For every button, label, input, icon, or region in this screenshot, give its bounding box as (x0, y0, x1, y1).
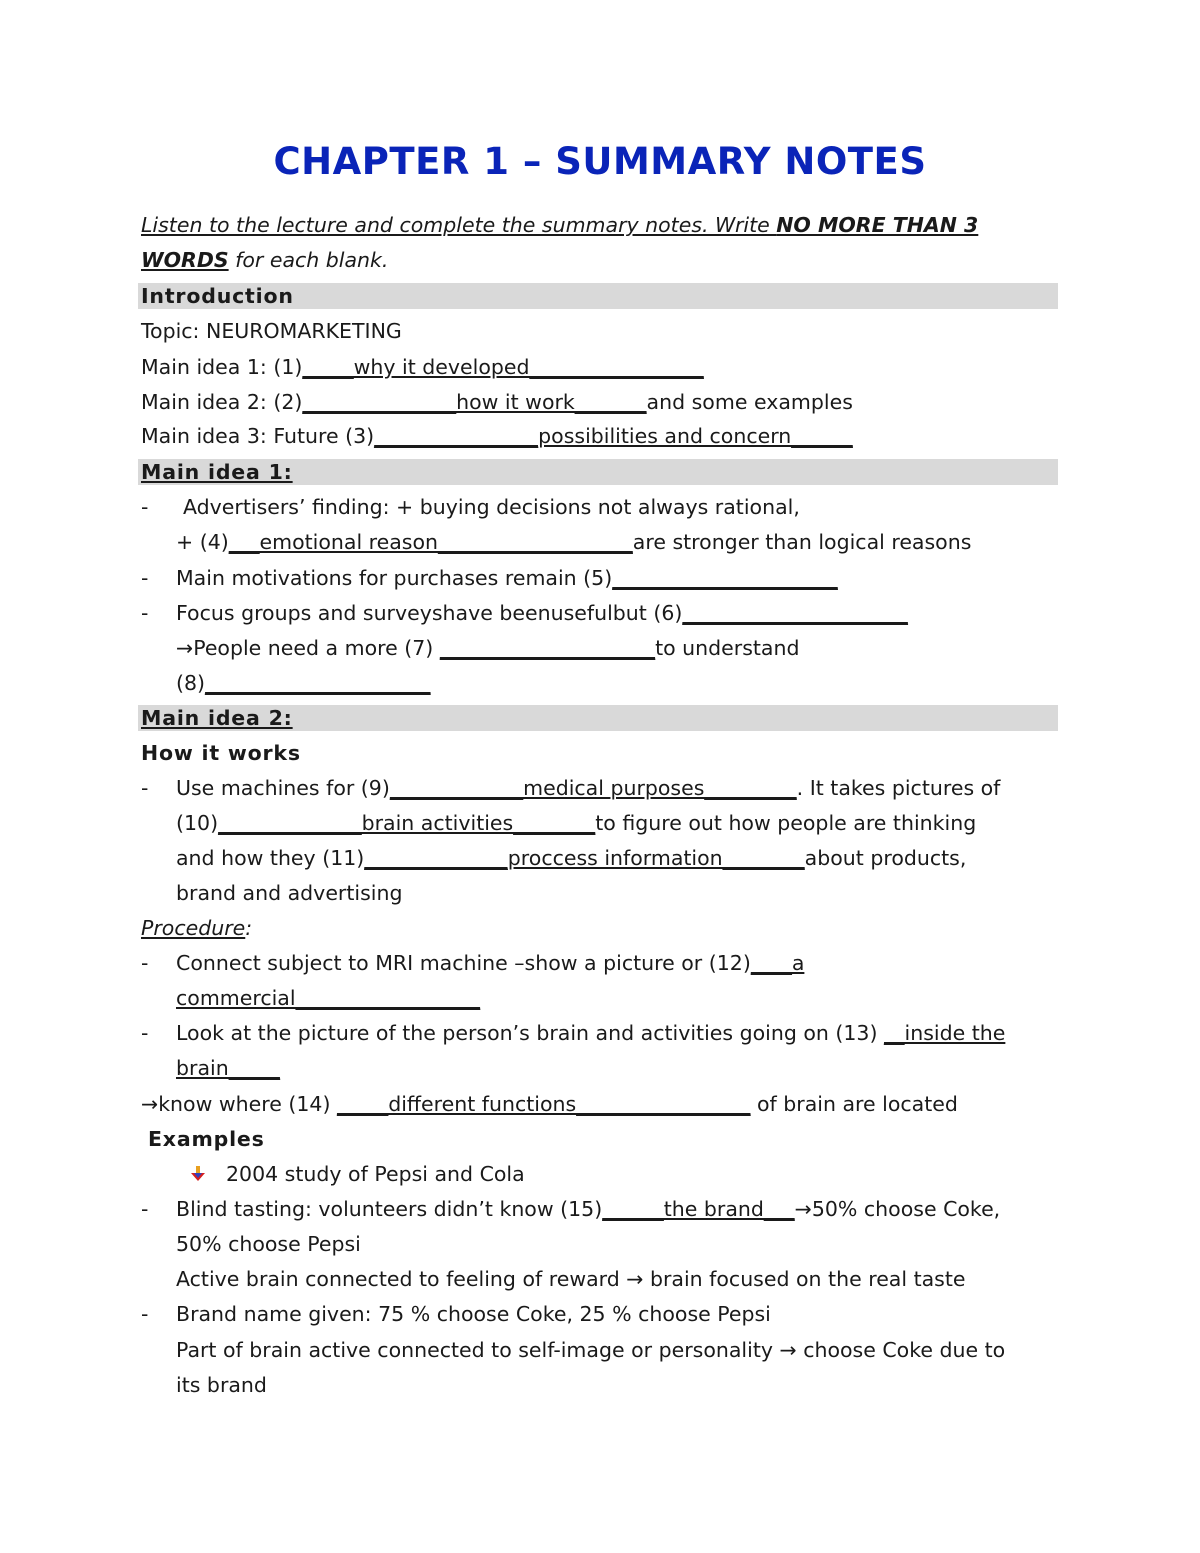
instructions-line-1 (141, 211, 978, 239)
arrow-icon: → (141, 1092, 159, 1116)
brand-name-line: Brand name given: 75 % choose Coke, 25 % choose Pepsi (176, 1302, 771, 1326)
main-idea-1-line (141, 353, 704, 381)
answer-8-label: (8) (176, 671, 206, 695)
blank-5: ______________________ (612, 566, 838, 590)
answer-10-label: (10) (176, 811, 219, 835)
dash-bullet: - (141, 1302, 149, 1326)
arrow-icon: → (779, 1338, 797, 1362)
answer-8-line (176, 669, 431, 697)
section-heading-introduction: Introduction (141, 284, 294, 308)
main-idea-2-line (141, 388, 853, 416)
answer-15-label: Blind tasting: volunteers didn’t know (15) (176, 1197, 603, 1221)
answer-9-line (176, 774, 1000, 802)
answer-14-line (141, 1090, 958, 1118)
answer-11-tail: about products, (804, 846, 967, 870)
answer-15-tail: 50% choose Coke, (811, 1197, 1001, 1221)
section-heading-main-idea-1: Main idea 1: (141, 460, 293, 484)
self-image-tail: choose Coke due to (796, 1338, 1006, 1362)
answer-7-line (176, 634, 799, 662)
answer-5-label: Main motivations for purchases remain (5) (176, 566, 613, 590)
answer-9-label: Use machines for (9) (176, 776, 390, 800)
example-study-item: 2004 study of Pepsi and Cola (226, 1162, 525, 1186)
instructions-line-2 (141, 246, 388, 274)
page-title: CHAPTER 1 – SUMMARY NOTES (273, 140, 927, 183)
topic-line: Topic: NEUROMARKETING (141, 319, 402, 343)
answer-12-label: Connect subject to MRI machine –show a picture or (12) (176, 951, 751, 975)
procedure-colon: : (245, 916, 253, 940)
arrow-icon: → (626, 1267, 644, 1291)
answer-11: ______________proccess information________ (364, 846, 805, 870)
dash-bullet: - (141, 566, 149, 590)
dash-bullet: - (141, 495, 149, 519)
reward-text: Active brain connected to feeling of reward (176, 1267, 627, 1291)
answer-14-tail: of brain are located (750, 1092, 958, 1116)
answer-11-line (176, 844, 966, 872)
main-idea-2-tail: and some examples (646, 390, 853, 414)
answer-12: ____a (750, 951, 805, 975)
section-heading-main-idea-2: Main idea 2: (141, 706, 293, 730)
answer-4: ___emotional reason___________________ (228, 530, 633, 554)
answer-12-line (176, 949, 804, 977)
blank-6: ______________________ (682, 601, 908, 625)
answer-9-tail: . It takes pictures of (796, 776, 1001, 800)
answer-13-label: Look at the picture of the person’s brain and activities going on (13) (176, 1021, 884, 1045)
answer-10-tail: to figure out how people are thinking (595, 811, 977, 835)
subheading-how-it-works: How it works (141, 741, 301, 765)
answer-12-cont: commercial__________________ (176, 986, 481, 1010)
dash-bullet: - (141, 601, 149, 625)
arrow-icon: → (176, 636, 194, 660)
examples-heading: Examples (148, 1127, 265, 1151)
answer-3: ________________possibilities and concern______ (374, 424, 853, 448)
dash-bullet: - (141, 1197, 149, 1221)
answer-9: _____________medical purposes_________ (389, 776, 797, 800)
dash-bullet: - (141, 776, 149, 800)
self-image-line (176, 1336, 1005, 1364)
pepsi-line: 50% choose Pepsi (176, 1232, 361, 1256)
answer-7-tail: to understand (655, 636, 800, 660)
instructions-bold-2: WORDS (141, 248, 229, 272)
blank-8: ______________________ (205, 671, 431, 695)
instructions-bold-1: NO MORE THAN 3 (776, 213, 979, 237)
main-idea-2-label: Main idea 2: (2) (141, 390, 303, 414)
answer-12-line-2 (176, 984, 480, 1012)
brand-advertising-line: brand and advertising (176, 881, 403, 905)
main-idea-3-label: Main idea 3: Future (3) (141, 424, 375, 448)
arrow-bullet-icon (191, 1166, 205, 1182)
reward-line (176, 1265, 966, 1293)
answer-14: _____different functions_________________ (336, 1092, 751, 1116)
answer-13-line-2 (176, 1054, 280, 1082)
answer-13-cont: brain_____ (176, 1056, 280, 1080)
main-idea-1-label: Main idea 1: (1) (141, 355, 303, 379)
dash-bullet: - (141, 951, 149, 975)
answer-15: ______the brand___ (602, 1197, 795, 1221)
reward-tail: brain focused on the real taste (643, 1267, 966, 1291)
blank-7: _____________________ (439, 636, 656, 660)
answer-7-label: People need a more (7) (193, 636, 440, 660)
answer-10-line (176, 809, 976, 837)
answer-6-line (176, 599, 908, 627)
answer-11-label: and how they (11) (176, 846, 365, 870)
answer-5-line (176, 564, 838, 592)
its-brand-line: its brand (176, 1373, 267, 1397)
answer-4-line (176, 528, 971, 556)
answer-15-line (176, 1195, 1000, 1223)
answer-1: _____why it developed_________________ (302, 355, 704, 379)
instructions-text: Listen to the lecture and complete the summary notes. Write (141, 213, 777, 237)
answer-4-label: + (4) (176, 530, 229, 554)
answer-13: __inside the (884, 1021, 1006, 1045)
answer-13-line (176, 1019, 1005, 1047)
answer-10: ______________brain activities________ (218, 811, 596, 835)
answer-2: _______________how it work_______ (302, 390, 647, 414)
answer-4-tail: are stronger than logical reasons (632, 530, 972, 554)
answer-6-label: Focus groups and surveyshave beenusefulbut (6) (176, 601, 683, 625)
advertisers-finding-line: Advertisers’ finding: + buying decisions not always rational, (183, 495, 800, 519)
dash-bullet: - (141, 1021, 149, 1045)
self-image-text: Part of brain active connected to self-image or personality (176, 1338, 780, 1362)
main-idea-3-line (141, 422, 853, 450)
procedure-word: Procedure (141, 916, 246, 940)
arrow-icon: → (794, 1197, 812, 1221)
procedure-label (141, 914, 252, 942)
instructions-tail: for each blank. (228, 248, 389, 272)
answer-14-label: know where (14) (158, 1092, 337, 1116)
